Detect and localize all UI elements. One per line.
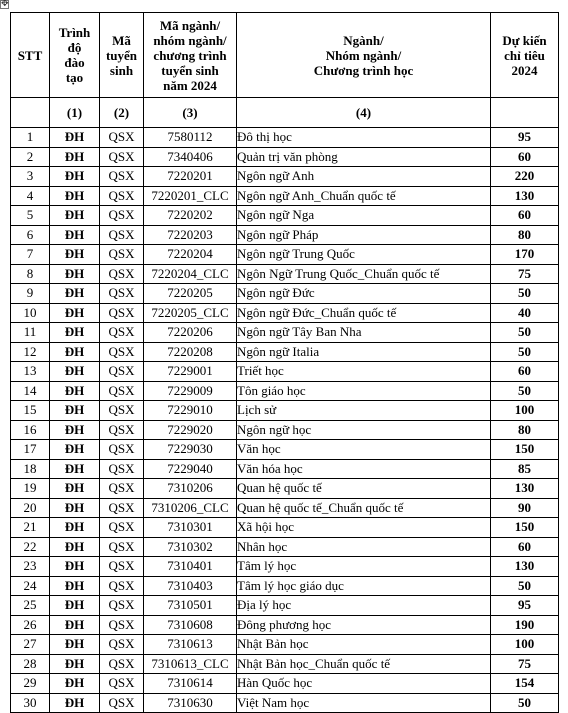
admission-code-cell: QSX	[100, 245, 144, 265]
major-code-cell: 7220205	[144, 284, 237, 304]
quota-cell: 130	[491, 479, 559, 499]
major-name-cell: Văn học	[237, 440, 491, 460]
table-row	[11, 381, 559, 401]
major-code-cell: 7229020	[144, 420, 237, 440]
major-code-cell: 7310630	[144, 693, 237, 713]
row-number-cell: 24	[11, 576, 50, 596]
table-header-row	[11, 13, 559, 98]
major-code-cell: 7229010	[144, 401, 237, 421]
table-row	[11, 128, 559, 148]
row-number-cell: 7	[11, 245, 50, 265]
quota-cell: 170	[491, 245, 559, 265]
header-level: Trình độ đào tạo	[50, 13, 100, 98]
major-name-cell: Tâm lý học giáo dục	[237, 576, 491, 596]
table-row	[11, 518, 559, 538]
row-number-cell: 9	[11, 284, 50, 304]
table-row	[11, 264, 559, 284]
table-row	[11, 323, 559, 343]
training-level-cell: ĐH	[50, 362, 100, 382]
table-row	[11, 420, 559, 440]
major-name-cell: Văn hóa học	[237, 459, 491, 479]
major-name-cell: Quan hệ quốc tế_Chuẩn quốc tế	[237, 498, 491, 518]
training-level-cell: ĐH	[50, 518, 100, 538]
row-number-cell: 1	[11, 128, 50, 148]
major-name-cell: Ngôn ngữ Đức	[237, 284, 491, 304]
quota-cell: 90	[491, 498, 559, 518]
admission-code-cell: QSX	[100, 284, 144, 304]
quota-cell: 60	[491, 206, 559, 226]
column-number: (2)	[100, 98, 144, 128]
admission-code-cell: QSX	[100, 381, 144, 401]
column-number	[11, 98, 50, 128]
quota-cell: 50	[491, 381, 559, 401]
quota-cell: 150	[491, 518, 559, 538]
training-level-cell: ĐH	[50, 557, 100, 577]
training-level-cell: ĐH	[50, 206, 100, 226]
admission-code-cell: QSX	[100, 362, 144, 382]
admission-code-cell: QSX	[100, 401, 144, 421]
admission-code-cell: QSX	[100, 693, 144, 713]
table-row	[11, 303, 559, 323]
major-code-cell: 7310206	[144, 479, 237, 499]
header-admission-code: Mã tuyển sinh	[100, 13, 144, 98]
table-row	[11, 147, 559, 167]
table-row	[11, 245, 559, 265]
major-name-cell: Đô thị học	[237, 128, 491, 148]
row-number-cell: 23	[11, 557, 50, 577]
major-name-cell: Tôn giáo học	[237, 381, 491, 401]
admission-code-cell: QSX	[100, 303, 144, 323]
table-row	[11, 459, 559, 479]
major-name-cell: Việt Nam học	[237, 693, 491, 713]
quota-cell: 60	[491, 362, 559, 382]
row-number-cell: 17	[11, 440, 50, 460]
training-level-cell: ĐH	[50, 596, 100, 616]
major-name-cell: Đông phương học	[237, 615, 491, 635]
major-code-cell: 7220204	[144, 245, 237, 265]
major-name-cell: Ngôn ngữ Nga	[237, 206, 491, 226]
major-name-cell: Tâm lý học	[237, 557, 491, 577]
table-row	[11, 401, 559, 421]
table-row	[11, 342, 559, 362]
admission-code-cell: QSX	[100, 615, 144, 635]
quota-cell: 75	[491, 264, 559, 284]
table-row	[11, 284, 559, 304]
table-body	[11, 128, 559, 713]
table-row	[11, 225, 559, 245]
admission-code-cell: QSX	[100, 498, 144, 518]
training-level-cell: ĐH	[50, 323, 100, 343]
column-number-row	[11, 98, 559, 128]
major-code-cell: 7220205_CLC	[144, 303, 237, 323]
major-name-cell: Lịch sử	[237, 401, 491, 421]
quota-cell: 80	[491, 225, 559, 245]
header-major-code: Mã ngành/ nhóm ngành/ chương trình tuyển sinh năm 2024	[144, 13, 237, 98]
table-row	[11, 654, 559, 674]
admission-code-cell: QSX	[100, 167, 144, 187]
row-number-cell: 4	[11, 186, 50, 206]
quota-cell: 60	[491, 537, 559, 557]
admission-code-cell: QSX	[100, 186, 144, 206]
row-number-cell: 16	[11, 420, 50, 440]
header-quota: Dự kiến chỉ tiêu 2024	[491, 13, 559, 98]
quota-cell: 60	[491, 147, 559, 167]
training-level-cell: ĐH	[50, 225, 100, 245]
major-name-cell: Ngôn ngữ Anh	[237, 167, 491, 187]
major-code-cell: 7310301	[144, 518, 237, 538]
major-name-cell: Ngôn ngữ Italia	[237, 342, 491, 362]
admission-code-cell: QSX	[100, 635, 144, 655]
major-code-cell: 7310501	[144, 596, 237, 616]
training-level-cell: ĐH	[50, 537, 100, 557]
training-level-cell: ĐH	[50, 342, 100, 362]
row-number-cell: 5	[11, 206, 50, 226]
quota-cell: 50	[491, 693, 559, 713]
training-level-cell: ĐH	[50, 245, 100, 265]
row-number-cell: 29	[11, 674, 50, 694]
quota-cell: 50	[491, 323, 559, 343]
quota-cell: 130	[491, 557, 559, 577]
quota-cell: 130	[491, 186, 559, 206]
row-number-cell: 21	[11, 518, 50, 538]
major-name-cell: Nhật Bản học	[237, 635, 491, 655]
quota-cell: 85	[491, 459, 559, 479]
major-code-cell: 7310613	[144, 635, 237, 655]
row-number-cell: 2	[11, 147, 50, 167]
major-name-cell: Triết học	[237, 362, 491, 382]
row-number-cell: 10	[11, 303, 50, 323]
major-code-cell: 7580112	[144, 128, 237, 148]
major-code-cell: 7229001	[144, 362, 237, 382]
major-name-cell: Hàn Quốc học	[237, 674, 491, 694]
major-code-cell: 7310403	[144, 576, 237, 596]
training-level-cell: ĐH	[50, 186, 100, 206]
major-name-cell: Ngôn ngữ Tây Ban Nha	[237, 323, 491, 343]
major-code-cell: 7220208	[144, 342, 237, 362]
training-level-cell: ĐH	[50, 674, 100, 694]
major-code-cell: 7220206	[144, 323, 237, 343]
major-name-cell: Ngôn ngữ Anh_Chuẩn quốc tế	[237, 186, 491, 206]
major-code-cell: 7340406	[144, 147, 237, 167]
header-stt: STT	[11, 13, 50, 98]
header-major-name: Ngành/ Nhóm ngành/ Chương trình học	[237, 13, 491, 98]
major-name-cell: Ngôn ngữ học	[237, 420, 491, 440]
row-number-cell: 18	[11, 459, 50, 479]
row-number-cell: 28	[11, 654, 50, 674]
admission-code-cell: QSX	[100, 147, 144, 167]
quota-cell: 220	[491, 167, 559, 187]
major-code-cell: 7220201_CLC	[144, 186, 237, 206]
major-code-cell: 7310614	[144, 674, 237, 694]
major-name-cell: Xã hội học	[237, 518, 491, 538]
major-name-cell: Ngôn ngữ Đức_Chuẩn quốc tế	[237, 303, 491, 323]
quota-cell: 80	[491, 420, 559, 440]
table-row	[11, 498, 559, 518]
admission-code-cell: QSX	[100, 596, 144, 616]
quota-cell: 95	[491, 596, 559, 616]
admission-code-cell: QSX	[100, 537, 144, 557]
training-level-cell: ĐH	[50, 654, 100, 674]
major-code-cell: 7310302	[144, 537, 237, 557]
table-row	[11, 596, 559, 616]
quota-cell: 150	[491, 440, 559, 460]
training-level-cell: ĐH	[50, 459, 100, 479]
training-level-cell: ĐH	[50, 147, 100, 167]
admission-code-cell: QSX	[100, 459, 144, 479]
admission-code-cell: QSX	[100, 674, 144, 694]
table-move-handle-icon[interactable]: ✥	[1, 0, 9, 9]
major-code-cell: 7229009	[144, 381, 237, 401]
table-row	[11, 440, 559, 460]
row-number-cell: 14	[11, 381, 50, 401]
training-level-cell: ĐH	[50, 401, 100, 421]
row-number-cell: 25	[11, 596, 50, 616]
major-code-cell: 7310608	[144, 615, 237, 635]
row-number-cell: 12	[11, 342, 50, 362]
row-number-cell: 19	[11, 479, 50, 499]
table-row	[11, 557, 559, 577]
major-code-cell: 7220202	[144, 206, 237, 226]
quota-cell: 95	[491, 128, 559, 148]
major-name-cell: Nhật Bản học_Chuẩn quốc tế	[237, 654, 491, 674]
table-row	[11, 537, 559, 557]
quota-cell: 190	[491, 615, 559, 635]
major-code-cell: 7229030	[144, 440, 237, 460]
admission-code-cell: QSX	[100, 206, 144, 226]
row-number-cell: 11	[11, 323, 50, 343]
admission-code-cell: QSX	[100, 557, 144, 577]
column-number: (4)	[237, 98, 491, 128]
major-code-cell: 7229040	[144, 459, 237, 479]
major-name-cell: Ngôn ngữ Pháp	[237, 225, 491, 245]
table-row	[11, 362, 559, 382]
quota-cell: 50	[491, 342, 559, 362]
training-level-cell: ĐH	[50, 128, 100, 148]
admission-code-cell: QSX	[100, 440, 144, 460]
table-row	[11, 186, 559, 206]
major-code-cell: 7310206_CLC	[144, 498, 237, 518]
training-level-cell: ĐH	[50, 576, 100, 596]
column-number	[491, 98, 559, 128]
row-number-cell: 6	[11, 225, 50, 245]
row-number-cell: 26	[11, 615, 50, 635]
admission-code-cell: QSX	[100, 654, 144, 674]
admission-code-cell: QSX	[100, 518, 144, 538]
training-level-cell: ĐH	[50, 284, 100, 304]
admission-code-cell: QSX	[100, 479, 144, 499]
major-name-cell: Ngôn ngữ Trung Quốc	[237, 245, 491, 265]
major-name-cell: Nhân học	[237, 537, 491, 557]
admission-code-cell: QSX	[100, 420, 144, 440]
row-number-cell: 22	[11, 537, 50, 557]
quota-cell: 50	[491, 576, 559, 596]
major-name-cell: Địa lý học	[237, 596, 491, 616]
column-number: (3)	[144, 98, 237, 128]
major-name-cell: Quản trị văn phòng	[237, 147, 491, 167]
major-code-cell: 7220204_CLC	[144, 264, 237, 284]
row-number-cell: 8	[11, 264, 50, 284]
row-number-cell: 15	[11, 401, 50, 421]
admissions-table	[10, 12, 559, 713]
training-level-cell: ĐH	[50, 303, 100, 323]
training-level-cell: ĐH	[50, 440, 100, 460]
training-level-cell: ĐH	[50, 264, 100, 284]
admission-code-cell: QSX	[100, 225, 144, 245]
major-name-cell: Quan hệ quốc tế	[237, 479, 491, 499]
row-number-cell: 27	[11, 635, 50, 655]
row-number-cell: 3	[11, 167, 50, 187]
major-code-cell: 7310613_CLC	[144, 654, 237, 674]
admission-code-cell: QSX	[100, 264, 144, 284]
training-level-cell: ĐH	[50, 635, 100, 655]
major-code-cell: 7220201	[144, 167, 237, 187]
quota-cell: 100	[491, 401, 559, 421]
table-row	[11, 479, 559, 499]
row-number-cell: 20	[11, 498, 50, 518]
table-row	[11, 206, 559, 226]
major-code-cell: 7310401	[144, 557, 237, 577]
training-level-cell: ĐH	[50, 381, 100, 401]
quota-cell: 100	[491, 635, 559, 655]
quota-cell: 154	[491, 674, 559, 694]
training-level-cell: ĐH	[50, 615, 100, 635]
training-level-cell: ĐH	[50, 479, 100, 499]
training-level-cell: ĐH	[50, 693, 100, 713]
training-level-cell: ĐH	[50, 167, 100, 187]
admission-code-cell: QSX	[100, 342, 144, 362]
quota-cell: 50	[491, 284, 559, 304]
table-row	[11, 167, 559, 187]
admission-code-cell: QSX	[100, 323, 144, 343]
training-level-cell: ĐH	[50, 498, 100, 518]
major-code-cell: 7220203	[144, 225, 237, 245]
table-row	[11, 635, 559, 655]
table-row	[11, 615, 559, 635]
admission-code-cell: QSX	[100, 128, 144, 148]
table-row	[11, 674, 559, 694]
row-number-cell: 13	[11, 362, 50, 382]
quota-cell: 75	[491, 654, 559, 674]
admission-code-cell: QSX	[100, 576, 144, 596]
table-row	[11, 576, 559, 596]
quota-cell: 40	[491, 303, 559, 323]
row-number-cell: 30	[11, 693, 50, 713]
major-name-cell: Ngôn Ngữ Trung Quốc_Chuẩn quốc tế	[237, 264, 491, 284]
column-number: (1)	[50, 98, 100, 128]
table-row	[11, 693, 559, 713]
training-level-cell: ĐH	[50, 420, 100, 440]
